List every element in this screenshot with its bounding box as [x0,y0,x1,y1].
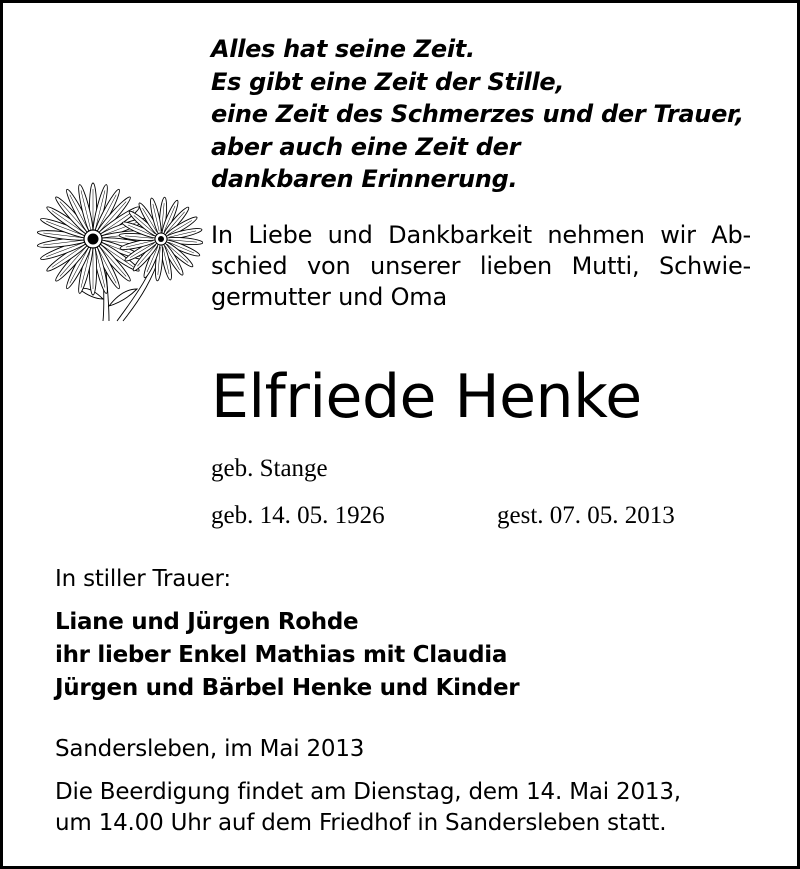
intro-line: In Liebe und Dankbarkeit nehmen wir Ab- [211,221,751,249]
intro-line: germutter und Oma [211,283,447,311]
poem-line: Es gibt eine Zeit der Stille, [211,67,565,96]
intro-line: schied von unserer lieben Mutti, Schwie- [211,252,751,280]
death-date: gest. 07. 05. 2013 [497,502,675,529]
funeral-info [55,777,681,839]
mourner-line: Jürgen und Bärbel Henke und Kinder [55,675,520,701]
mourner-line: Liane und Jürgen Rohde [55,609,359,635]
mourners-list [55,606,519,705]
place-date: Sandersleben, im Mai 2013 [55,736,365,762]
maiden-name: geb. Stange [211,455,328,482]
poem-line: aber auch eine Zeit der [211,132,521,161]
mourner-line: ihr lieber Enkel Mathias mit Claudia [55,642,508,668]
funeral-line: um 14.00 Uhr auf dem Friedhof in Sandersleben statt. [55,810,667,836]
poem-line: eine Zeit des Schmerzes und der Trauer, [211,100,744,128]
funeral-line: Die Beerdigung findet am Dienstag, dem 14. Mai 2013, [55,779,681,805]
daisy-flowers-icon [33,181,203,326]
deceased-name: Elfriede Henke [211,362,642,432]
mourning-label: In stiller Trauer: [55,566,231,592]
poem-line: Alles hat seine Zeit. [211,35,475,63]
poem [211,33,771,196]
intro-text [211,220,751,313]
birth-date: geb. 14. 05. 1926 [211,502,385,529]
poem-line: dankbaren Erinnerung. [211,165,518,193]
